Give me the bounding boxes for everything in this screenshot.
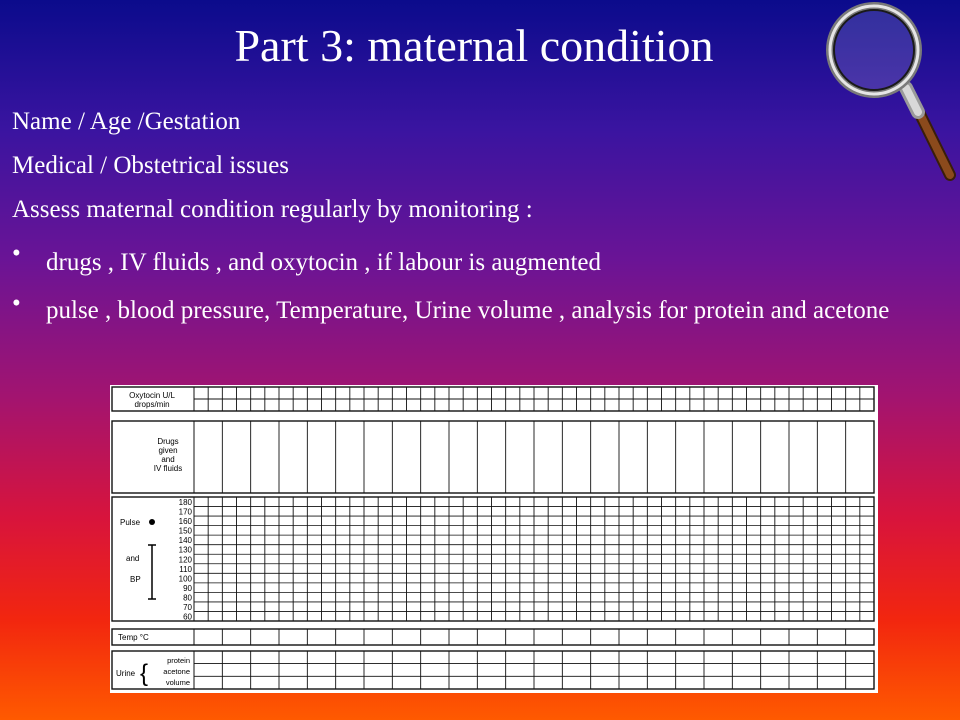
partograph-grid: [110, 385, 878, 693]
bullet-text-drugs: drugs , IV fluids , and oxytocin , if labour is augmented: [46, 249, 602, 276]
temp-label: Temp °C: [118, 633, 149, 642]
urine-label: Urine: [116, 669, 136, 678]
bullet-marker: •: [12, 240, 21, 267]
svg-text:IV fluids: IV fluids: [153, 464, 183, 473]
scale-tick-label: 120: [178, 555, 192, 565]
grid-section: [112, 629, 874, 645]
scale-tick-label: 160: [178, 517, 192, 527]
assess-line: Assess maternal condition regularly by monitoring :: [12, 196, 533, 223]
slide-title: Part 3: maternal condition: [234, 20, 714, 71]
grid-section: [112, 421, 874, 493]
urine-protein-label: protein: [167, 656, 190, 665]
scale-tick-label: 140: [178, 536, 192, 546]
bullet-text-pulse: pulse , blood pressure, Temperature, Urine volume , analysis for protein and acetone: [46, 297, 890, 324]
urine-volume-label: volume: [165, 678, 190, 687]
bullet-marker: •: [12, 290, 21, 317]
scale-tick-label: 170: [178, 507, 192, 517]
svg-text:drops/min: drops/min: [134, 400, 170, 409]
pulse-bp-scale: [179, 498, 193, 621]
urine-brace-icon: {: [140, 660, 149, 687]
grid-section: [112, 651, 874, 689]
scale-tick-label: 110: [179, 564, 192, 574]
magnifying-glass-icon: [822, 0, 960, 190]
svg-text:Oxytocin U/L: Oxytocin U/L: [129, 391, 175, 400]
oxytocin-label: [129, 391, 175, 409]
and-label: and: [126, 554, 140, 563]
pulse-label: Pulse: [120, 518, 141, 527]
scale-tick-label: 130: [178, 545, 192, 555]
scale-tick-label: 100: [178, 574, 192, 584]
medical-issues-line: Medical / Obstetrical issues: [12, 152, 290, 179]
svg-text:and: and: [161, 455, 175, 464]
scale-tick-label: 70: [183, 602, 192, 612]
maternal-partograph-chart: [110, 385, 878, 693]
urine-acetone-label: acetone: [163, 667, 190, 676]
name-age-gestation-line: Name / Age /Gestation: [12, 108, 241, 135]
svg-text:given: given: [158, 446, 178, 455]
scale-tick-label: 80: [183, 593, 192, 603]
scale-tick-label: 150: [178, 526, 192, 536]
scale-tick-label: 180: [178, 498, 192, 508]
scale-tick-label: 90: [183, 583, 192, 593]
bp-label: BP: [130, 575, 141, 584]
bp-bracket-icon: [148, 545, 156, 599]
scale-tick-label: 60: [183, 612, 192, 622]
drugs-label: [154, 437, 182, 473]
grid-lines: [112, 387, 874, 689]
pulse-dot-icon: [149, 519, 155, 525]
grid-section: [112, 497, 874, 621]
svg-text:Drugs: Drugs: [157, 437, 179, 446]
